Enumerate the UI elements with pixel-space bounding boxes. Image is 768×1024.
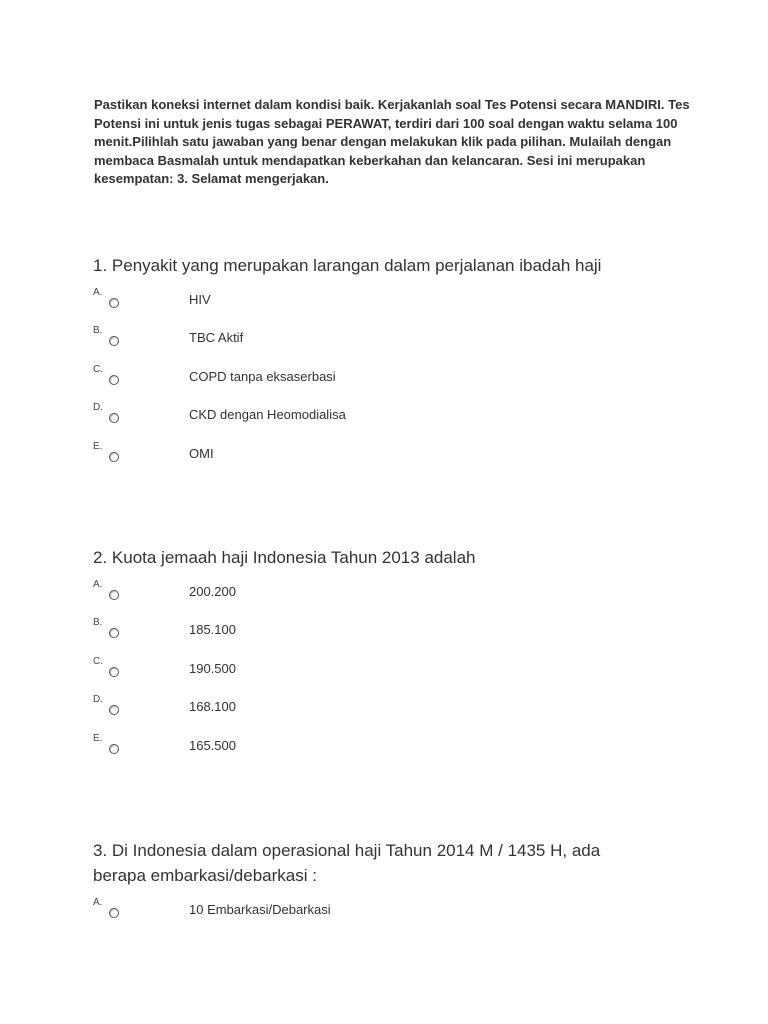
radio-button[interactable] bbox=[109, 590, 119, 600]
option-text: 200.200 bbox=[189, 584, 236, 599]
question-3 bbox=[93, 838, 653, 935]
question-2 bbox=[93, 545, 653, 771]
option-text: 165.500 bbox=[189, 737, 236, 753]
option-letter: D. bbox=[93, 694, 103, 706]
question-1-option-a[interactable] bbox=[93, 287, 653, 325]
question-2-options bbox=[93, 579, 653, 771]
option-letter: E. bbox=[93, 732, 103, 744]
question-1-option-e[interactable] bbox=[93, 441, 653, 479]
option-text: 10 Embarkasi/Debarkasi bbox=[189, 902, 331, 917]
question-3-options bbox=[93, 897, 653, 935]
radio-button[interactable] bbox=[109, 628, 119, 638]
question-1 bbox=[93, 253, 653, 479]
option-letter: B. bbox=[93, 617, 103, 629]
radio-button[interactable] bbox=[109, 413, 119, 423]
option-text: COPD tanpa eksaserbasi bbox=[189, 368, 336, 384]
option-letter: A. bbox=[93, 897, 103, 908]
radio-button[interactable] bbox=[109, 452, 119, 462]
question-2-option-e[interactable] bbox=[93, 733, 653, 771]
radio-button[interactable] bbox=[109, 667, 119, 677]
question-1-option-b[interactable] bbox=[93, 325, 653, 363]
question-3-text: 3. Di Indonesia dalam operasional haji Tahun 2014 M / 1435 H, ada berapa embarkasi/debarkasi : bbox=[93, 841, 601, 885]
option-letter: E. bbox=[93, 440, 103, 452]
option-text: TBC Aktif bbox=[189, 330, 244, 346]
question-2-option-b[interactable] bbox=[93, 617, 653, 655]
option-letter: A. bbox=[93, 287, 103, 298]
question-3-option-a[interactable] bbox=[93, 897, 653, 935]
option-letter: C. bbox=[93, 363, 103, 375]
option-text: 185.100 bbox=[189, 622, 236, 638]
question-2-option-a[interactable] bbox=[93, 579, 653, 617]
radio-button[interactable] bbox=[109, 744, 119, 754]
option-text: OMI bbox=[189, 445, 214, 461]
option-letter: A. bbox=[93, 579, 103, 590]
option-text: HIV bbox=[189, 292, 211, 307]
question-2-option-d[interactable] bbox=[93, 694, 653, 732]
question-2-text: 2. Kuota jemaah haji Indonesia Tahun 2013 adalah bbox=[93, 548, 476, 567]
radio-button[interactable] bbox=[109, 908, 119, 918]
question-2-option-c[interactable] bbox=[93, 656, 653, 694]
option-letter: B. bbox=[93, 325, 103, 337]
question-1-option-d[interactable] bbox=[93, 402, 653, 440]
question-1-text: 1. Penyakit yang merupakan larangan dalam perjalanan ibadah haji bbox=[93, 256, 602, 275]
exam-instructions: Pastikan koneksi internet dalam kondisi baik. Kerjakanlah soal Tes Potensi secara MANDIRI. Tes Potensi ini untuk jenis tugas sebagai PERAWAT, terdiri dari 100 soal dengan waktu selama 100 menit.Pilihlah satu jawaban yang benar dengan melakukan klik pada pilihan. Mulailah dengan membaca Basmalah untuk mendapatkan keberkahan dan kelancaran. Sesi ini merupakan kesempatan: 3. Selamat mengerjakan. bbox=[94, 97, 690, 187]
option-text: CKD dengan Heomodialisa bbox=[189, 407, 346, 423]
option-text: 190.500 bbox=[189, 660, 236, 676]
option-text: 168.100 bbox=[189, 699, 236, 715]
question-1-option-c[interactable] bbox=[93, 364, 653, 402]
option-letter: C. bbox=[93, 655, 103, 667]
option-letter: D. bbox=[93, 402, 103, 414]
radio-button[interactable] bbox=[109, 336, 119, 346]
radio-button[interactable] bbox=[109, 375, 119, 385]
radio-button[interactable] bbox=[109, 298, 119, 308]
question-1-options bbox=[93, 287, 653, 479]
radio-button[interactable] bbox=[109, 705, 119, 715]
